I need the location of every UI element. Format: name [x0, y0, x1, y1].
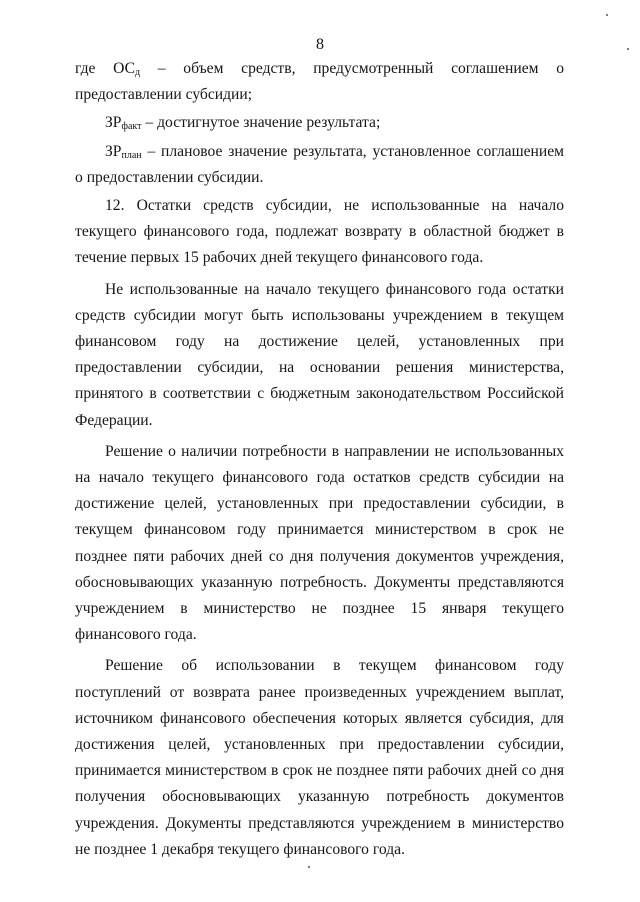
paragraph-12: 12. Остатки средств субсидии, не использованные на начало текущего финансового года, подлежат возврату в областной бюджет в течение первых 15 рабочих дней текущего финансового года.: [75, 197, 564, 267]
subscript-os: д: [135, 67, 141, 78]
definition-os-text: – объем средств, предусмотренный соглашением о предоставлении субсидии;: [75, 60, 564, 104]
subscript-plan: план: [121, 149, 142, 161]
definition-os: где $ОС_д$ – объем средств, предусмотренный соглашением о предоставлении субсидии;: [75, 60, 564, 104]
scan-speck: [308, 866, 310, 868]
scan-speck: [627, 48, 629, 50]
symbol-plan: ЗР: [105, 142, 122, 160]
paragraph-usage-decision: Решение об использовании в текущем финансовом году поступлений от возврата ранее произведенных учреждением выплат, источником финансового обеспечения которых является субсидия, для достижения целей, установленных при предоставлении субсидии, принимается министерством в срок не позднее пяти рабочих дней со дня получения обосновывающих указанную потребность документов учреждения. Документы представляются учреждением в министерство не позднее 1 декабря текущего финансового года.: [75, 657, 564, 858]
symbol-os: ОС: [113, 60, 136, 77]
document-body: [75, 56, 564, 863]
paragraph-unused-balances: Не использованные на начало текущего финансового года остатки средств субсидии могут быть использованы учреждением в текущем финансовом году на достижение целей, установленных при предоставлении субсидии, на основании решения министерства, принятого в соответствии с бюджетным законодательством Российской Федерации.: [75, 280, 564, 429]
paragraph-need-decision: Решение о наличии потребности в направлении не использованных на начало текущего финансового года остатков средств субсидии на достижение целей, установленных при предоставлении субсидии, в текущем финансовом году принимается министерством в срок не позднее пяти рабочих дней со дня получения документов учреждения, обосновывающих указанную потребность. Документы представляются учреждением в министерство не позднее 15 января текущего финансового года.: [75, 442, 564, 644]
page-number: 8: [316, 36, 324, 53]
definition-fact: [75, 110, 564, 136]
subscript-fact: факт: [121, 121, 142, 133]
definition-plan: [75, 139, 564, 191]
definition-fact-text: – достигнутое значение результата;: [141, 114, 381, 132]
scan-speck: [606, 14, 608, 16]
symbol-fact: ЗР: [105, 114, 122, 132]
definition-plan-text: – плановое значение результата, установленное соглашением о предоставлении субсидии.: [75, 142, 564, 186]
